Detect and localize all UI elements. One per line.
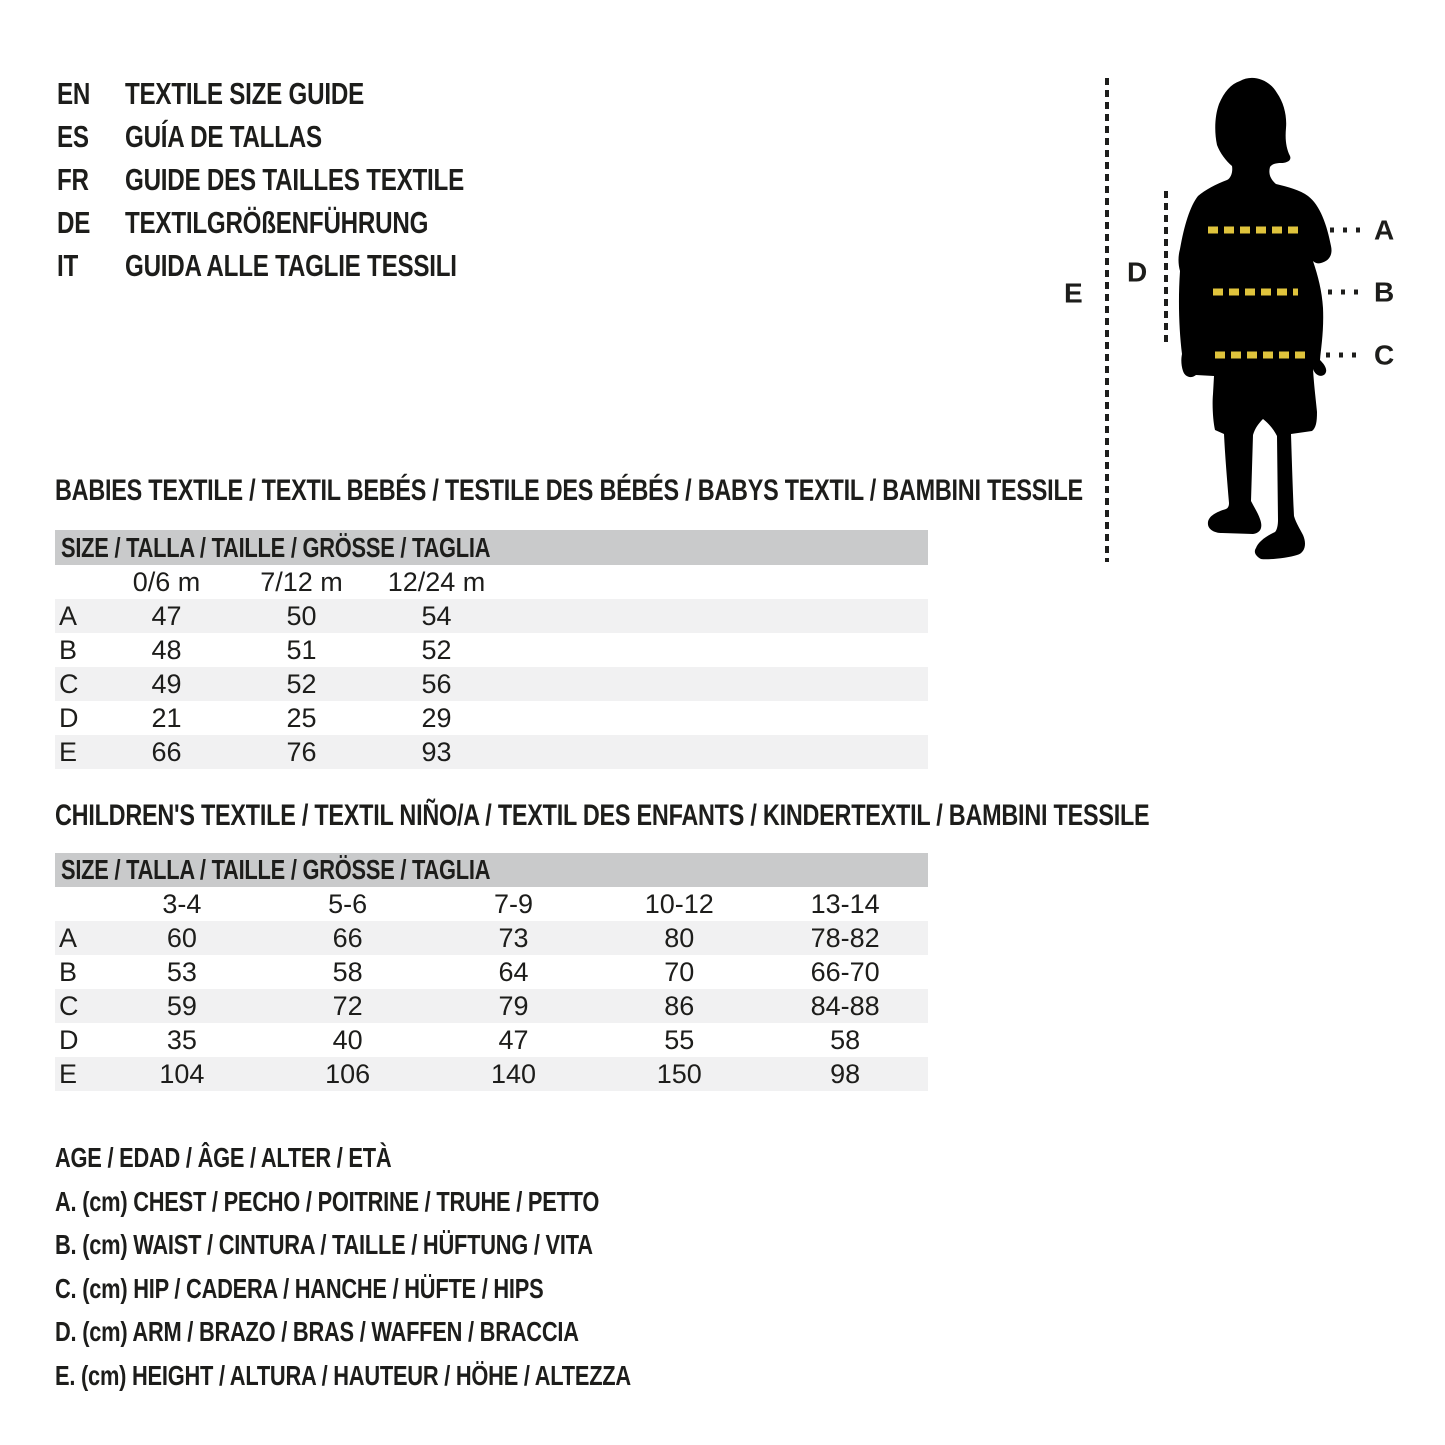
babies-row-label-d: D xyxy=(59,703,79,733)
babies-cell: 66 xyxy=(151,737,182,767)
babies-cell: 52 xyxy=(286,669,317,699)
table-row xyxy=(55,989,928,1023)
children-row-label-c: C xyxy=(59,991,79,1021)
legend-line-hip xyxy=(55,1267,793,1311)
table-row xyxy=(55,667,928,701)
measure-label-e: E xyxy=(1064,277,1083,309)
lang-code-es: ES xyxy=(57,119,89,154)
legend-line-age xyxy=(55,1136,793,1180)
children-size-table xyxy=(55,853,928,1091)
measure-label-c: C xyxy=(1374,339,1395,371)
lang-title-de: TEXTILGRÖßENFÜHRUNG xyxy=(125,205,429,240)
table-row xyxy=(55,921,928,955)
children-row-label-d: D xyxy=(59,1025,79,1055)
babies-cell: 29 xyxy=(421,703,452,733)
babies-row-label-c: C xyxy=(59,669,79,699)
measurement-figure-diagram xyxy=(1030,55,1445,600)
babies-cell: 54 xyxy=(421,601,452,631)
babies-cell: 76 xyxy=(286,737,317,767)
babies-cell: 25 xyxy=(286,703,317,733)
babies-cell: 21 xyxy=(151,703,182,733)
children-cell: 53 xyxy=(166,957,197,987)
children-colhead-spacer xyxy=(55,887,99,921)
measurement-legend xyxy=(55,1136,793,1397)
children-cell: 78-82 xyxy=(810,923,880,953)
lang-code-en: EN xyxy=(57,76,91,111)
legend-line-chest xyxy=(55,1180,793,1224)
babies-size-header-bar xyxy=(55,530,928,565)
babies-colhead-2: 12/24 m xyxy=(387,567,486,597)
table-row xyxy=(55,701,928,735)
children-cell: 58 xyxy=(332,957,363,987)
table-row xyxy=(55,1023,928,1057)
children-cell: 79 xyxy=(498,991,529,1021)
children-cell: 64 xyxy=(498,957,529,987)
children-cell: 150 xyxy=(656,1059,702,1089)
legend-line-waist xyxy=(55,1223,793,1267)
table-row xyxy=(55,599,928,633)
children-cell: 104 xyxy=(159,1059,205,1089)
children-cell: 70 xyxy=(664,957,695,987)
babies-cell: 93 xyxy=(421,737,452,767)
legend-line-arm xyxy=(55,1310,793,1354)
children-colhead-0: 3-4 xyxy=(162,889,202,919)
babies-cell: 52 xyxy=(421,635,452,665)
babies-colhead-0: 0/6 m xyxy=(132,567,201,597)
children-cell: 86 xyxy=(664,991,695,1021)
table-row xyxy=(55,633,928,667)
legend-waist-text: B. (cm) WAIST / CINTURA / TAILLE / HÜFTUNG / VITA xyxy=(55,1229,593,1260)
children-cell: 98 xyxy=(830,1059,861,1089)
lang-code-fr: FR xyxy=(57,162,89,197)
babies-size-header-label: SIZE / TALLA / TAILLE / GRÖSSE / TAGLIA xyxy=(61,532,491,563)
legend-arm-text: D. (cm) ARM / BRAZO / BRAS / WAFFEN / BRACCIA xyxy=(55,1316,579,1347)
babies-section-title-text: BABIES TEXTILE / TEXTIL BEBÉS / TESTILE DES BÉBÉS / BABYS TEXTIL / BAMBINI TESSILE xyxy=(55,474,1083,507)
legend-chest-text: A. (cm) CHEST / PECHO / POITRINE / TRUHE / PETTO xyxy=(55,1185,600,1217)
legend-height-text: E. (cm) HEIGHT / ALTURA / HAUTEUR / HÖHE / ALTEZZA xyxy=(55,1359,631,1391)
children-colhead-3: 10-12 xyxy=(644,889,714,919)
babies-cell: 47 xyxy=(151,601,182,631)
children-cell: 47 xyxy=(498,1025,529,1055)
table-row xyxy=(55,955,928,989)
children-cell: 140 xyxy=(490,1059,537,1089)
legend-line-height xyxy=(55,1354,793,1398)
babies-colhead-1: 7/12 m xyxy=(260,567,343,597)
children-cell: 84-88 xyxy=(810,991,880,1021)
lang-code-it: IT xyxy=(57,248,79,283)
table-row xyxy=(55,1057,928,1091)
lang-code-de: DE xyxy=(57,205,91,240)
children-size-header-bar xyxy=(55,853,928,887)
children-cell: 66-70 xyxy=(810,957,880,987)
children-section-title-text: CHILDREN'S TEXTILE / TEXTIL NIÑO/A / TEXTIL DES ENFANTS / KINDERTEXTIL / BAMBINI TESSILE xyxy=(55,799,1150,832)
lang-title-fr: GUIDE DES TAILLES TEXTILE xyxy=(125,162,464,197)
babies-cell: 50 xyxy=(286,601,317,631)
children-cell: 80 xyxy=(664,923,695,953)
children-cell: 55 xyxy=(664,1025,695,1055)
children-cell: 66 xyxy=(332,923,363,953)
children-row-label-b: B xyxy=(59,957,78,987)
babies-row-label-b: B xyxy=(59,635,78,665)
babies-section-title xyxy=(55,476,1373,506)
babies-cell: 56 xyxy=(421,669,452,699)
lang-title-es: GUÍA DE TALLAS xyxy=(125,119,322,154)
legend-hip-text: C. (cm) HIP / CADERA / HANCHE / HÜFTE / HIPS xyxy=(55,1272,544,1304)
babies-size-table xyxy=(55,530,928,769)
table-row xyxy=(55,735,928,769)
children-colhead-2: 7-9 xyxy=(493,889,533,919)
lang-title-it: GUIDA ALLE TAGLIE TESSILI xyxy=(125,248,457,283)
babies-row-label-e: E xyxy=(59,737,78,767)
children-row-label-a: A xyxy=(59,923,78,953)
measure-label-d: D xyxy=(1127,256,1148,288)
babies-colhead-spacer xyxy=(55,565,99,599)
children-section-title xyxy=(55,801,1445,831)
children-cell: 73 xyxy=(498,923,529,953)
babies-cell: 48 xyxy=(151,635,182,665)
babies-cell: 51 xyxy=(286,635,317,665)
lang-title-en: TEXTILE SIZE GUIDE xyxy=(125,76,364,111)
babies-cell: 49 xyxy=(151,669,182,699)
children-cell: 35 xyxy=(166,1025,197,1055)
legend-age-text: AGE / EDAD / ÂGE / ALTER / ETÀ xyxy=(55,1142,392,1173)
babies-column-header-row xyxy=(55,565,928,599)
children-colhead-1: 5-6 xyxy=(328,889,368,919)
children-cell: 60 xyxy=(166,923,197,953)
children-cell: 40 xyxy=(332,1025,363,1055)
children-cell: 106 xyxy=(325,1059,371,1089)
measure-label-a: A xyxy=(1374,214,1395,246)
children-size-header-label: SIZE / TALLA / TAILLE / GRÖSSE / TAGLIA xyxy=(61,854,491,885)
children-cell: 72 xyxy=(332,991,363,1021)
children-colhead-4: 13-14 xyxy=(810,889,880,919)
children-cell: 59 xyxy=(166,991,197,1021)
measure-label-b: B xyxy=(1374,276,1395,308)
children-cell: 58 xyxy=(830,1025,861,1055)
babies-row-label-a: A xyxy=(59,601,78,631)
children-row-label-e: E xyxy=(59,1059,78,1089)
children-column-header-row xyxy=(55,887,928,921)
